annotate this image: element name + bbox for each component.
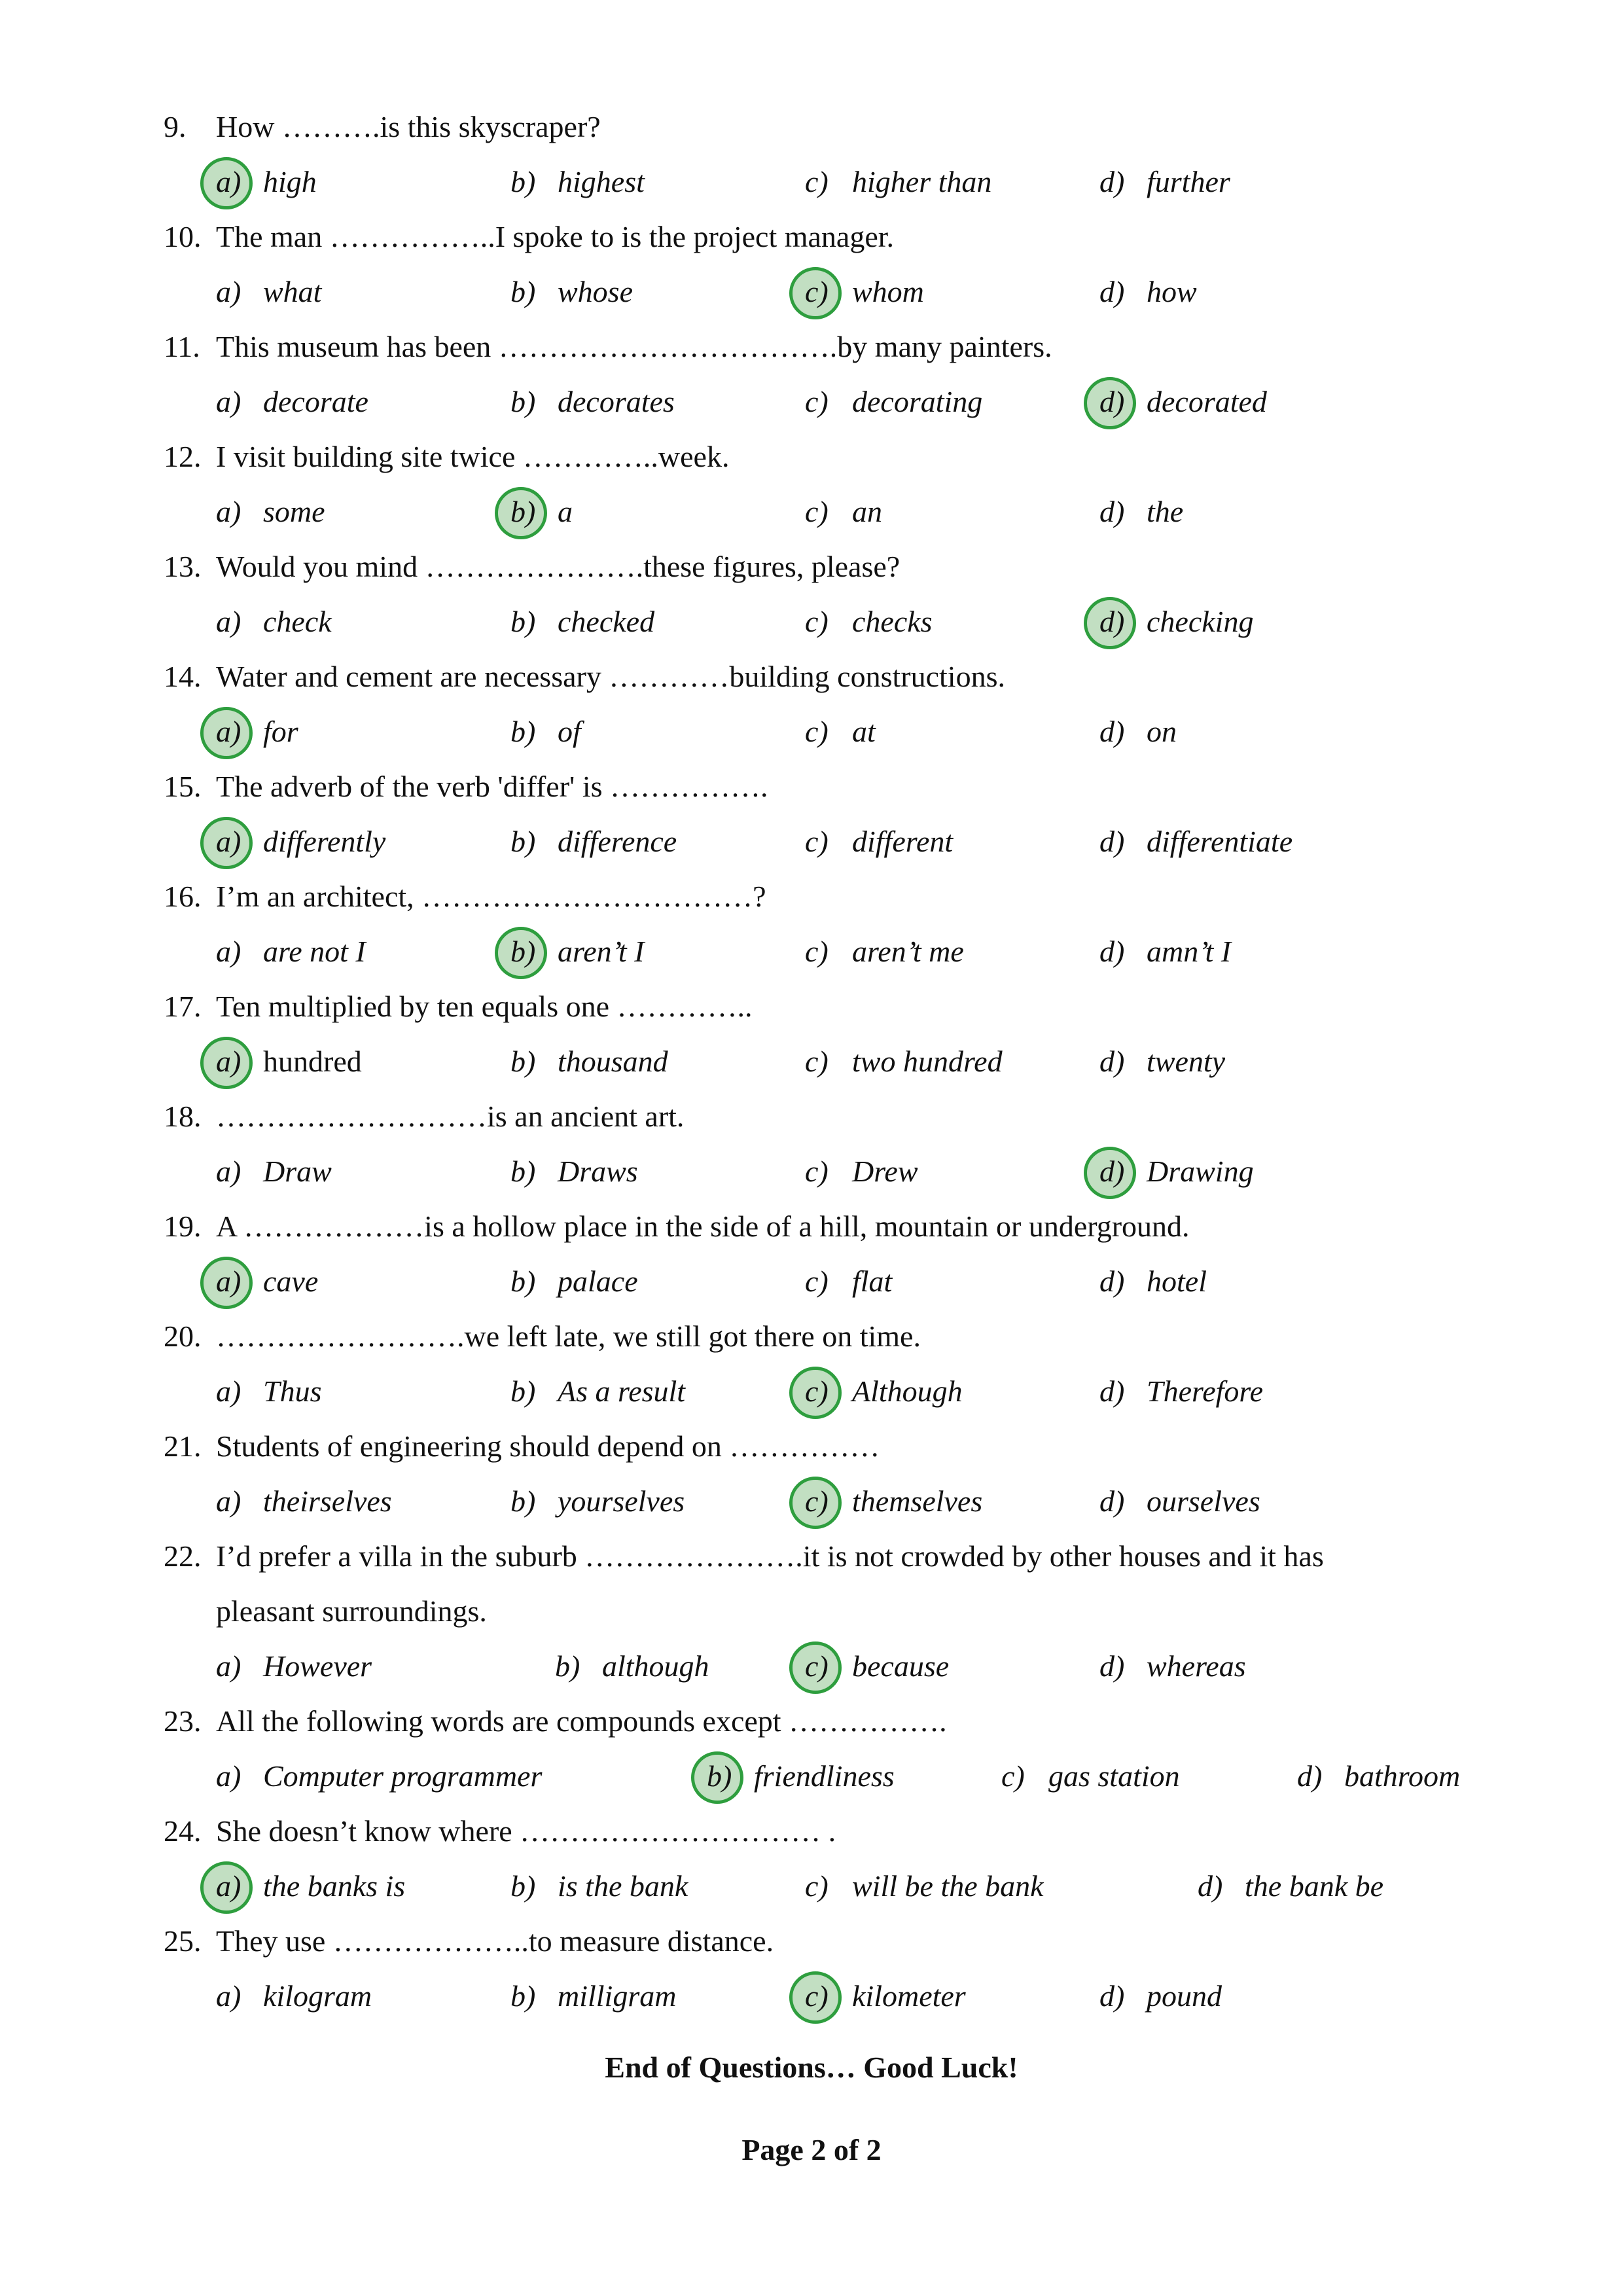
option-c[interactable]: c) Drew [805, 1155, 918, 1188]
question-15 [0, 759, 1623, 814]
options-22 [0, 1639, 1623, 1694]
option-a[interactable]: a) what [216, 275, 322, 308]
question-number: 18. [164, 1100, 202, 1133]
option-a[interactable]: a) decorate [216, 385, 368, 418]
question-number: 9. [164, 110, 187, 143]
question-number: 14. [164, 660, 202, 693]
options-11 [0, 374, 1623, 429]
option-a[interactable]: a) Computer programmer [216, 1759, 543, 1793]
question-number: 17. [164, 990, 202, 1023]
option-c-selected[interactable]: c) because [805, 1639, 949, 1694]
question-number: 15. [164, 770, 202, 803]
question-number: 10. [164, 220, 202, 253]
option-d[interactable]: d) further [1099, 165, 1230, 198]
option-a[interactable]: a) are not I [216, 935, 366, 968]
option-b[interactable]: b) milligram [510, 1979, 677, 2013]
option-d[interactable]: d) amn’t I [1099, 935, 1232, 968]
question-number: 24. [164, 1814, 202, 1848]
option-c[interactable]: c) decorating [805, 385, 983, 418]
option-b[interactable]: b) decorates [510, 385, 675, 418]
options-17 [0, 1034, 1623, 1089]
question-number: 25. [164, 1924, 202, 1958]
option-a[interactable]: a) theirselves [216, 1484, 392, 1518]
option-a-selected[interactable]: a) differently [216, 814, 385, 869]
option-c[interactable]: c) gas station [1001, 1759, 1180, 1793]
question-number: 12. [164, 440, 202, 473]
option-b[interactable]: b) palace [510, 1265, 638, 1298]
option-d-selected[interactable]: d) checking [1099, 594, 1253, 649]
question-text-continuation: pleasant surroundings. [216, 1594, 487, 1628]
question-number: 16. [164, 880, 202, 913]
options-19 [0, 1254, 1623, 1309]
question-number: 19. [164, 1210, 202, 1243]
option-d[interactable]: d) the [1099, 495, 1184, 528]
question-text: Would you mind ………………….these figures, please? [216, 550, 901, 583]
options-18 [0, 1144, 1623, 1199]
option-b[interactable]: b) although [555, 1649, 709, 1683]
option-c[interactable]: c) aren’t me [805, 935, 964, 968]
question-text: All the following words are compounds except ……………. [216, 1704, 947, 1738]
question-text: The man ……………..I spoke to is the project manager. [216, 220, 895, 253]
option-d[interactable]: d) the bank be [1198, 1869, 1384, 1903]
option-b[interactable]: b) yourselves [510, 1484, 685, 1518]
question-number: 21. [164, 1429, 202, 1463]
question-16 [0, 869, 1623, 924]
options-14 [0, 704, 1623, 759]
question-9 [0, 99, 1623, 154]
option-d[interactable]: d) bathroom [1297, 1759, 1461, 1793]
option-d[interactable]: d) whereas [1099, 1649, 1246, 1683]
option-d[interactable]: d) on [1099, 715, 1177, 748]
question-23 [0, 1694, 1623, 1749]
option-b[interactable]: b) Draws [510, 1155, 638, 1188]
option-b[interactable]: b) whose [510, 275, 633, 308]
options-12 [0, 484, 1623, 539]
options-13 [0, 594, 1623, 649]
question-12 [0, 429, 1623, 484]
question-17 [0, 979, 1623, 1034]
options-23 [0, 1749, 1623, 1804]
question-text: I’d prefer a villa in the suburb ………………….it is not crowded by other houses and it has [216, 1539, 1324, 1573]
options-15 [0, 814, 1623, 869]
option-b-selected[interactable]: b) friendliness [707, 1749, 895, 1804]
option-a-selected[interactable]: a) high [216, 154, 317, 209]
option-b[interactable]: b) difference [510, 825, 677, 858]
question-10 [0, 209, 1623, 264]
question-number: 22. [164, 1539, 202, 1573]
option-c-selected[interactable]: c) Although [805, 1364, 963, 1419]
question-24 [0, 1804, 1623, 1859]
option-c[interactable]: c) at [805, 715, 876, 748]
option-a[interactable]: a) kilogram [216, 1979, 372, 2013]
option-d[interactable]: d) how [1099, 275, 1197, 308]
end-of-questions-text: End of Questions… Good Luck! [605, 2051, 1018, 2084]
option-a-selected[interactable]: a) hundred [216, 1034, 362, 1089]
option-c[interactable]: c) two hundred [805, 1045, 1003, 1078]
question-19 [0, 1199, 1623, 1254]
option-d[interactable]: d) twenty [1099, 1045, 1226, 1078]
question-text: …………………….we left late, we still got there on time. [216, 1319, 921, 1353]
options-10 [0, 264, 1623, 319]
option-b-selected[interactable]: b) aren’t I [510, 924, 644, 979]
option-d[interactable]: d) pound [1099, 1979, 1222, 2013]
option-b[interactable]: b) of [510, 715, 581, 748]
option-d[interactable]: d) Therefore [1099, 1374, 1264, 1408]
option-c[interactable]: c) different [805, 825, 954, 858]
option-c[interactable]: c) will be the bank [805, 1869, 1044, 1903]
question-14 [0, 649, 1623, 704]
question-text: A ………………is a hollow place in the side of a hill, mountain or underground. [216, 1210, 1190, 1243]
question-number: 23. [164, 1704, 202, 1738]
option-b[interactable]: b) highest [510, 165, 645, 198]
options-20 [0, 1364, 1623, 1419]
option-a[interactable]: a) Draw [216, 1155, 332, 1188]
question-text: ………………………is an ancient art. [216, 1100, 685, 1133]
option-b[interactable]: b) is the bank [510, 1869, 688, 1903]
question-21 [0, 1419, 1623, 1474]
question-13 [0, 539, 1623, 594]
question-22 [0, 1529, 1623, 1584]
question-18 [0, 1089, 1623, 1144]
option-c-selected[interactable]: c) whom [805, 264, 924, 319]
question-text: How ……….is this skyscraper? [216, 110, 601, 143]
option-b[interactable]: b) checked [510, 605, 655, 638]
option-a[interactable]: a) However [216, 1649, 372, 1683]
option-b[interactable]: b) thousand [510, 1045, 668, 1078]
option-d-selected[interactable]: d) decorated [1099, 374, 1267, 429]
option-d[interactable]: d) hotel [1099, 1265, 1207, 1298]
question-text: I visit building site twice …………..week. [216, 440, 730, 473]
option-b[interactable]: b) As a result [510, 1374, 686, 1408]
question-text: Water and cement are necessary …………building constructions. [216, 660, 1005, 693]
option-c[interactable]: c) flat [805, 1265, 893, 1298]
option-a-selected[interactable]: a) cave [216, 1254, 318, 1309]
page-number: Page 2 of 2 [741, 2133, 882, 2166]
question-25 [0, 1914, 1623, 1969]
question-text: I’m an architect, ……………………………? [216, 880, 766, 913]
option-c[interactable]: c) higher than [805, 165, 992, 198]
question-number: 11. [164, 330, 200, 363]
options-9 [0, 154, 1623, 209]
options-21 [0, 1474, 1623, 1529]
question-text: This museum has been …………………………….by many painters. [216, 330, 1052, 363]
option-c[interactable]: c) an [805, 495, 882, 528]
options-24 [0, 1859, 1623, 1914]
option-b-selected[interactable]: b) a [510, 484, 573, 539]
question-text: Ten multiplied by ten equals one ………….. [216, 990, 753, 1023]
options-25 [0, 1969, 1623, 2024]
option-d[interactable]: d) differentiate [1099, 825, 1293, 858]
option-a-selected[interactable]: a) the banks is [216, 1859, 405, 1914]
question-text: Students of engineering should depend on …………… [216, 1429, 880, 1463]
option-c[interactable]: c) checks [805, 605, 933, 638]
option-a-selected[interactable]: a) for [216, 704, 298, 759]
question-text: They use ………………..to measure distance. [216, 1924, 774, 1958]
option-a[interactable]: a) Thus [216, 1374, 322, 1408]
options-16 [0, 924, 1623, 979]
option-d[interactable]: d) ourselves [1099, 1484, 1260, 1518]
question-22-continuation [0, 1584, 1623, 1639]
question-number: 13. [164, 550, 202, 583]
question-11 [0, 319, 1623, 374]
option-c-selected[interactable]: c) themselves [805, 1474, 982, 1529]
option-d-selected[interactable]: d) Drawing [1099, 1144, 1254, 1199]
option-a[interactable]: a) some [216, 495, 325, 528]
question-number: 20. [164, 1319, 202, 1353]
option-a[interactable]: a) check [216, 605, 332, 638]
question-text: She doesn’t know where ………………………… . [216, 1814, 836, 1848]
question-text: The adverb of the verb 'differ' is ……………. [216, 770, 768, 803]
option-c-selected[interactable]: c) kilometer [805, 1969, 966, 2024]
question-20 [0, 1309, 1623, 1364]
